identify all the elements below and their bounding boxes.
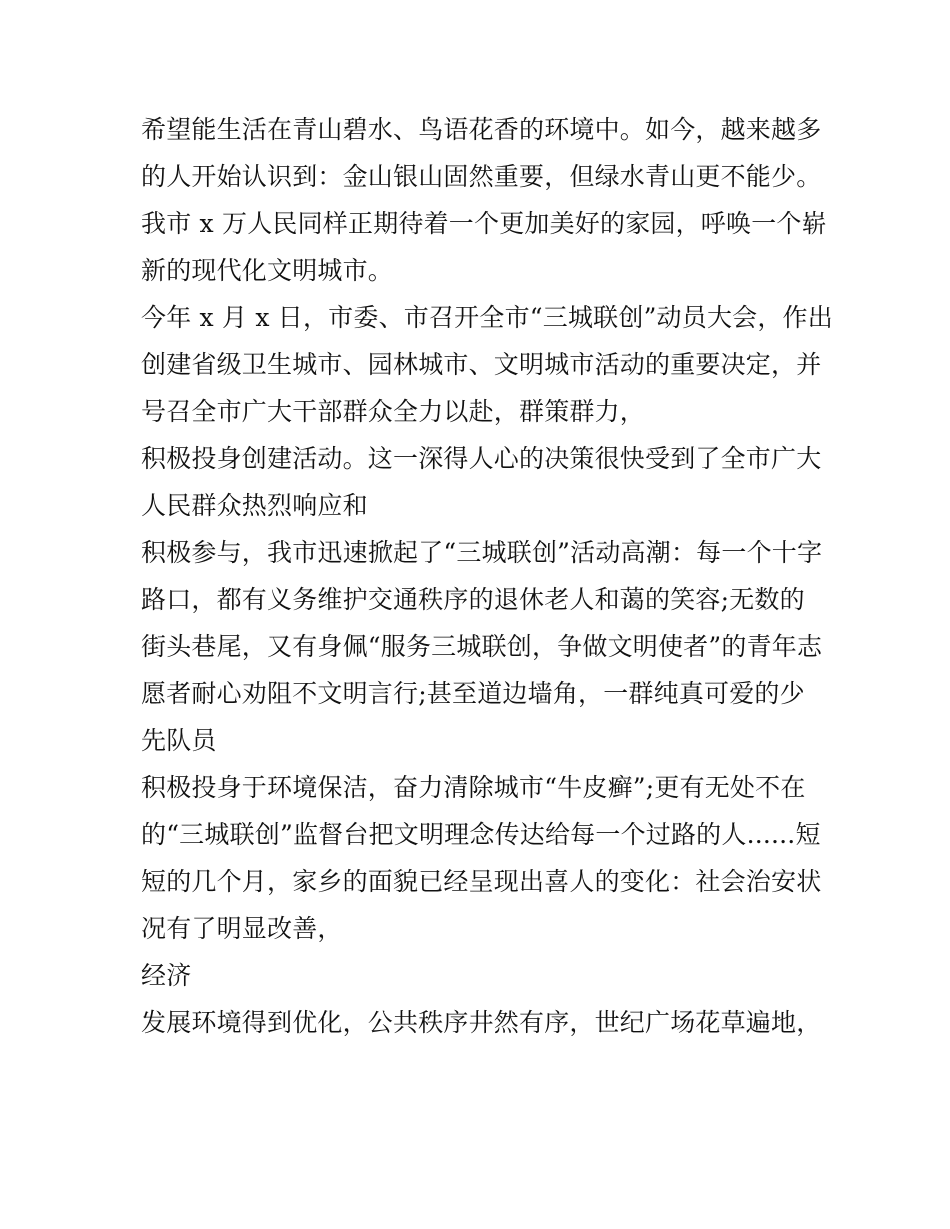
text-line: 的“三城联创”监督台把文明理念传达给每一个过路的人......短 [141, 820, 821, 849]
text-line: 今年 x 月 x 日，市委、市召开全市“三城联创”动员大会，作出 [141, 303, 833, 332]
text-line: 发展环境得到优化，公共秩序井然有序，世纪广场花草遍地， [141, 1008, 822, 1037]
text-line: 积极投身于环境保洁，奋力清除城市“牛皮癣”;更有无处不在 [141, 773, 806, 802]
text-line: 创建省级卫生城市、园林城市、文明城市活动的重要决定，并 [141, 350, 822, 379]
text-line: 我市 x 万人民同样正期待着一个更加美好的家园，呼唤一个崭 [141, 209, 827, 238]
text-line: 经济 [141, 961, 192, 990]
text-line: 先队员 [141, 726, 217, 755]
text-line: 街头巷尾，又有身佩“服务三城联创，争做文明使者”的青年志 [141, 632, 823, 661]
text-line: 况有了明显改善， [141, 914, 343, 943]
text-line: 的人开始认识到：金山银山固然重要，但绿水青山更不能少。 [141, 162, 822, 191]
text-line: 人民群众热烈响应和 [141, 491, 368, 520]
text-line: 号召全市广大干部群众全力以赴，群策群力， [141, 397, 646, 426]
text-line: 愿者耐心劝阻不文明言行;甚至道边墙角，一群纯真可爱的少 [141, 679, 805, 708]
text-line: 路口，都有义务维护交通秩序的退休老人和蔼的笑容;无数的 [141, 585, 805, 614]
text-line: 新的现代化文明城市。 [141, 256, 394, 285]
body-text [141, 106, 831, 1046]
text-line: 积极参与，我市迅速掀起了“三城联创”活动高潮：每一个十字 [141, 538, 823, 567]
text-line: 积极投身创建活动。这一深得人心的决策很快受到了全市广大 [141, 444, 822, 473]
text-line: 短的几个月，家乡的面貌已经呈现出喜人的变化：社会治安状 [141, 867, 822, 896]
text-line: 希望能生活在青山碧水、鸟语花香的环境中。如今，越来越多 [141, 115, 822, 144]
